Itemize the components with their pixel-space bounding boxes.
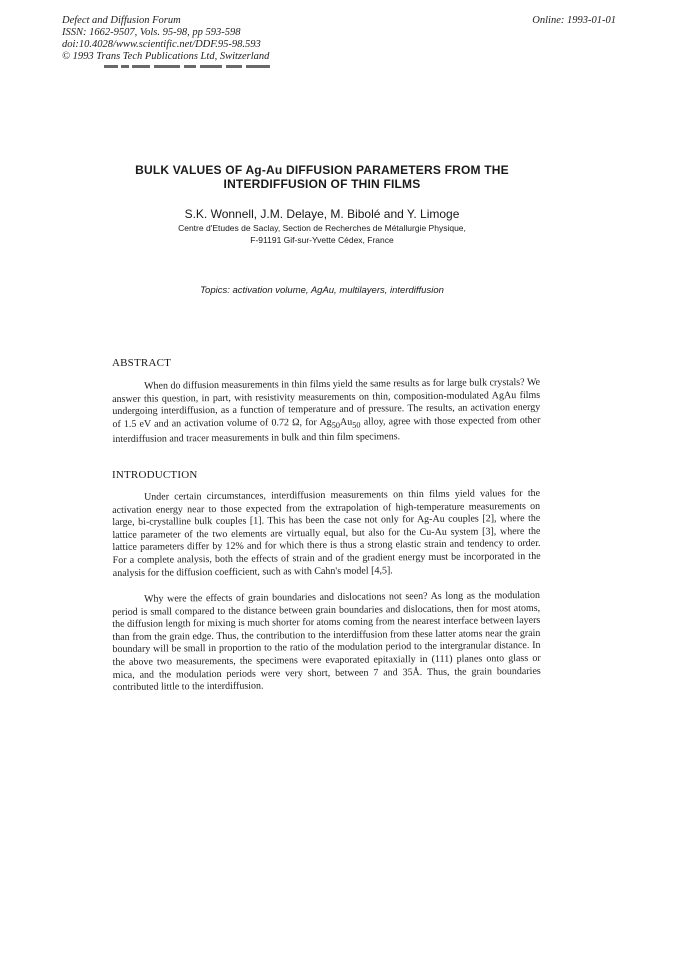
affiliation bbox=[100, 222, 544, 246]
paper-title-line-2: INTERDIFFUSION OF THIN FILMS bbox=[223, 177, 421, 191]
paper-title bbox=[100, 163, 544, 191]
paper-title-line-1: BULK VALUES OF Ag-Au DIFFUSION PARAMETERS FROM THE bbox=[135, 163, 509, 177]
author-list: S.K. Wonnell, J.M. Delaye, M. Bibolé and Y. Limoge bbox=[184, 207, 460, 221]
abstract-paragraph: When do diffusion measurements in thin films yield the same results as for large bulk crystals? We answer this question, in part, with resistivity measurements on thin, composition-modulated AgAu films undergoing interdiffusion, as a function of temperature and of pressure. The results, an activation energy of 1.5 eV and an activation volume of 0.72 Ω, for $Ag_{50}Au_{50}$ alloy, agree with those expected from other interdiffusion and tracer measurements in bulk and thin film specimens. bbox=[112, 376, 541, 446]
doi-link[interactable]: doi:10.4028/www.scientific.net/DDF.95-98.593 bbox=[62, 39, 261, 50]
affiliation-line-1: Centre d'Etudes de Saclay, Section de Recherches de Métallurgie Physique, bbox=[178, 223, 466, 233]
introduction-paragraph-1: Under certain circumstances, interdiffusion measurements on thin films yield values for the activation energy near to those expected from the extrapolation of high-temperature measurements on large, bi-crystalline bulk couples [1]. This has been the case not only for Ag-Au couples [2], where the lattice parameter of the two elements are virtually equal, but also for the Cu-Au system [3], where the lattice parameters differ by 12% and for which there is thus a strong elastic strain and tendency to order. For a complete analysis, both the effects of strain and of the gradient energy must be incorporated in the analysis for the diffusion coefficient, such as with Cahn's model [4,5]. bbox=[112, 487, 541, 579]
affiliation-line-2: F-91191 Gif-sur-Yvette Cédex, France bbox=[250, 235, 394, 245]
journal-header bbox=[62, 15, 269, 63]
online-date: Online: 1993-01-01 bbox=[532, 15, 616, 26]
abstract-heading: ABSTRACT bbox=[112, 357, 172, 369]
journal-name: Defect and Diffusion Forum bbox=[62, 15, 181, 26]
introduction-heading: INTRODUCTION bbox=[112, 469, 198, 481]
topics-line: Topics: activation volume, AgAu, multilayers, interdiffusion bbox=[200, 285, 444, 296]
copyright-line: © 1993 Trans Tech Publications Ltd, Switzerland bbox=[62, 51, 270, 62]
issn-line: ISSN: 1662-9507, Vols. 95-98, pp 593-598 bbox=[62, 27, 241, 38]
abstract-body bbox=[112, 377, 541, 447]
introduction-paragraph-2: Why were the effects of grain boundaries and dislocations not seen? As long as the modulation period is small compared to the distance between grain boundaries and dislocations, then for most atoms, the diffusion length for mixing is much shorter for atoms coming from the nearest interface between layers than from the grain edge. Thus, the contribution to the interdiffusion from these latter atoms near the grain boundary will be small in proportion to the ratio of the modulation period to the intergranular distance. In the above two measurements, the specimens were evaporated epitaxially in (111) planes onto glass or mica, and the modulation periods were very short, between 7 and 35Å. Thus, the grain boundaries contributed little to the interdiffusion. bbox=[112, 589, 541, 694]
